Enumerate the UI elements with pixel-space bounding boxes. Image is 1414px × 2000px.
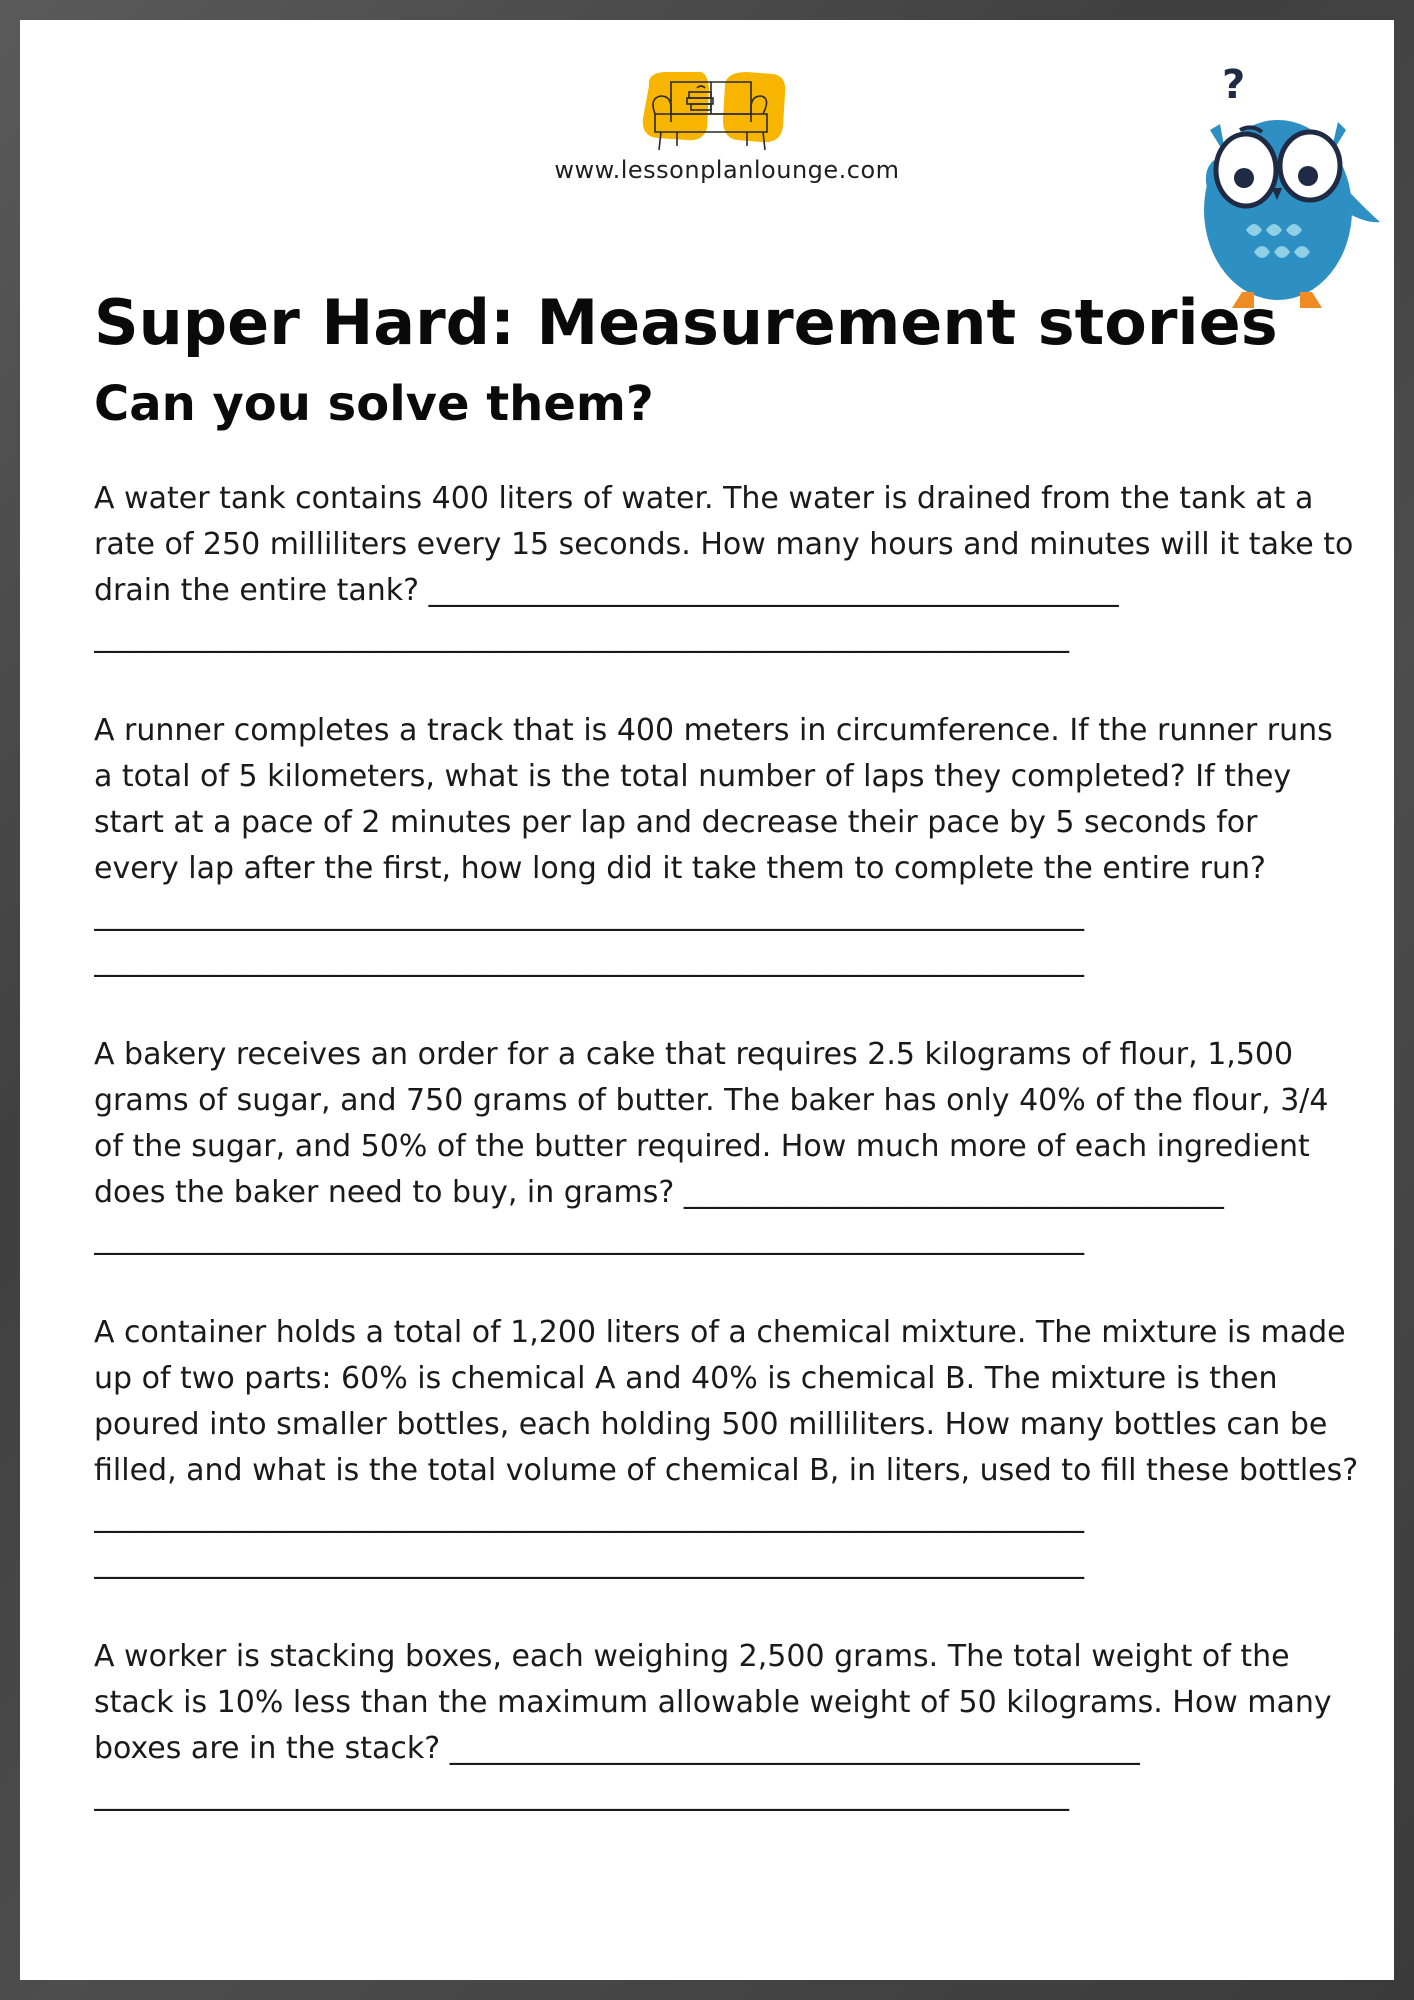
confused-owl-icon (1170, 60, 1392, 310)
question-5 (94, 1634, 1360, 1818)
question-3 (94, 1032, 1360, 1262)
question-line: rate of 250 milliliters every 15 seconds. How many hours and minutes will it take to (94, 527, 1354, 562)
answer-line[interactable]: __________________________________________________________________ (94, 943, 1084, 978)
question-line: start at a pace of 2 minutes per lap and decrease their pace by 5 seconds for (94, 805, 1258, 840)
sofa-logo-icon (637, 68, 797, 160)
question-1 (94, 476, 1360, 660)
question-line: up of two parts: 60% is chemical A and 40% is chemical B. The mixture is then (94, 1361, 1278, 1396)
question-line: A water tank contains 400 liters of water. The water is drained from the tank at a (94, 481, 1314, 516)
question-line: grams of sugar, and 750 grams of butter. The baker has only 40% of the flour, 3/4 (94, 1083, 1329, 1118)
question-line: A container holds a total of 1,200 liters of a chemical mixture. The mixture is made (94, 1315, 1346, 1350)
question-line: A bakery receives an order for a cake that requires 2.5 kilograms of flour, 1,500 (94, 1037, 1294, 1072)
answer-line[interactable]: __________________________________________________________________ (94, 1499, 1084, 1534)
answer-line[interactable]: drain the entire tank? ______________________________________________ (94, 573, 1119, 608)
svg-text:?: ? (1222, 62, 1246, 108)
question-line: A runner completes a track that is 400 meters in circumference. If the runner runs (94, 713, 1333, 748)
question-line: A worker is stacking boxes, each weighing 2,500 grams. The total weight of the (94, 1639, 1290, 1674)
answer-line[interactable]: __________________________________________________________________ (94, 1221, 1084, 1256)
answer-line[interactable]: does the baker need to buy, in grams? ____________________________________ (94, 1175, 1224, 1210)
answer-line[interactable]: _________________________________________________________________ (94, 619, 1069, 654)
question-line: filled, and what is the total volume of chemical B, in liters, used to fill these bottles? (94, 1453, 1359, 1488)
question-line: every lap after the first, how long did it take them to complete the entire run? (94, 851, 1266, 886)
question-4 (94, 1310, 1360, 1586)
question-line: poured into smaller bottles, each holding 500 milliliters. How many bottles can be (94, 1407, 1328, 1442)
answer-line[interactable]: _________________________________________________________________ (94, 1777, 1069, 1812)
answer-line[interactable]: __________________________________________________________________ (94, 1545, 1084, 1580)
worksheet-subtitle: Can you solve them? (94, 376, 654, 432)
worksheet-page (20, 20, 1394, 1980)
question-line: stack is 10% less than the maximum allowable weight of 50 kilograms. How many (94, 1685, 1332, 1720)
answer-line[interactable]: __________________________________________________________________ (94, 897, 1084, 932)
worksheet-title: Super Hard: Measurement stories (94, 286, 1278, 359)
question-line: of the sugar, and 50% of the butter required. How much more of each ingredient (94, 1129, 1310, 1164)
website-url: www.lessonplanlounge.com (554, 156, 900, 184)
question-2 (94, 708, 1360, 984)
question-line: a total of 5 kilometers, what is the total number of laps they completed? If they (94, 759, 1292, 794)
answer-line[interactable]: boxes are in the stack? ______________________________________________ (94, 1731, 1140, 1766)
